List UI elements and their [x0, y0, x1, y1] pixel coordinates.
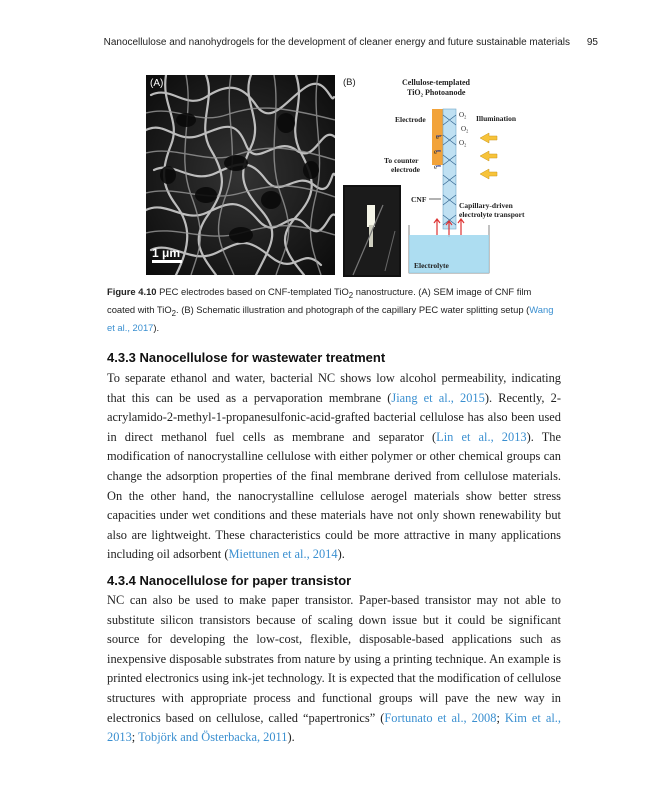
to-counter-line-1: To counter [384, 156, 419, 165]
cnf-label: CNF [411, 195, 427, 204]
illumination-label: Illumination [476, 114, 517, 123]
s2-ref-fortunato[interactable]: Fortunato et al., 2008 [384, 710, 497, 725]
figure-4-10 [146, 75, 526, 279]
electron-label-2: e⁻ [434, 148, 441, 156]
caption-ref-link[interactable]: Wang et al., 2017 [107, 303, 554, 333]
s2-sep-2: ; [131, 730, 139, 745]
section-4-3-4-paragraph [107, 591, 561, 748]
s1-ref-miettunen[interactable]: Miettunen et al., 2014 [228, 547, 338, 562]
s1-text-1: To separate ethanol and water, bacterial NC shows low alcohol permeability, indicating that this can be used as a pervaporation membrane ( [107, 371, 561, 405]
o2-label-3: O₂ [459, 139, 467, 147]
caption-label: Figure 4.10 [107, 286, 157, 297]
s2-ref-tobjork[interactable]: Tobjörk and Österbacka, 2011 [138, 730, 288, 745]
caption-end: ). [153, 321, 160, 333]
illumination-arrows [480, 133, 497, 179]
capillary-arrows [434, 219, 464, 237]
sem-image-panel [146, 75, 335, 275]
s1-ref-lin[interactable]: Lin et al., 2013 [436, 429, 527, 444]
title-line-2: TiO₂ Photoanode [407, 88, 466, 97]
schematic-panel [339, 75, 529, 279]
s1-text-2: ). Recently, 2-acrylamido-2-methyl-1-propanesulfonic-acid-grafted bacterial cellulose has also been used in direct methanol fuel cells as membrane and separator ( [107, 390, 561, 444]
panel-a-label: (A) [150, 78, 164, 89]
title-line-1: Cellulose-templated [402, 78, 470, 87]
electrolyte-label: Electrolyte [414, 261, 449, 270]
figure-caption [107, 285, 561, 335]
electron-label-1: e⁻ [436, 133, 443, 141]
caption-text-1: PEC electrodes based on CNF-templated TiO [156, 286, 349, 297]
s2-text-1: NC can also be used to make paper transistor. Paper-based transistor may not able to substitute silicon transistors because of scaling down issue but it could be significant source for developing the low-cost, flexible, disposable-based applications such as inexpensive disposable substrates from nature by using a printing technique. An example is printed electronics using ink-jet technology. It is expected that the modification of cellulose structures with appropriate process and functional groups will pave the new way in electronics based on cellulose, called “papertronics” ( [107, 593, 561, 725]
caption-sub: 2 [348, 290, 354, 300]
page-number: 95 [586, 37, 598, 48]
o2-label-1: O₂ [459, 111, 467, 119]
caption-text-3: . (B) Schematic illustration and photograph of the capillary PEC water splitting setup ( [175, 303, 530, 315]
electrode-label: Electrode [395, 115, 426, 124]
s1-text-3: ). The modification of nanocrystalline cellulose with either polymer or other chemical groups can change the adsorption properties of the final membrane derived from cellulose materials. On the other hand, the nanocrystalline cellulose aerogel materials show better stress capacities under wet conditions and these materials have not only shown renewability but also are lightweight. These characteristics could be more attractive in many applications including oil adsorbent ( [107, 429, 561, 562]
cnf-column [443, 109, 456, 229]
s2-ref-kim[interactable]: Kim et al., 2013 [107, 710, 562, 745]
sem-image [146, 75, 335, 275]
capillary-line-2: electrolyte transport [459, 210, 525, 219]
caption-sub-2: 2 [171, 308, 176, 318]
pec-schematic [339, 75, 529, 279]
s1-text-4: ). [337, 547, 345, 562]
caption-text-2: nanostructure. (A) SEM image of CNF film coated with TiO [107, 286, 532, 315]
scale-bar-label: 1 μm [152, 246, 181, 260]
section-heading-4-3-3: 4.3.3 Nanocellulose for wastewater treatment [107, 350, 386, 365]
running-title: Nanocellulose and nanohydrogels for the development of cleaner energy and future sustainable materials [103, 37, 570, 48]
scale-bar [152, 260, 182, 263]
s2-sep-1: ; [496, 710, 505, 725]
s2-text-2: ). [287, 730, 295, 745]
photo-inset [343, 185, 401, 277]
section-4-3-3-paragraph [107, 369, 561, 565]
to-counter-line-2: electrode [391, 165, 421, 174]
o2-label-2: O₂ [461, 125, 469, 133]
s1-ref-jiang[interactable]: Jiang et al., 2015 [391, 390, 485, 405]
electron-label-3: e⁻ [434, 163, 441, 171]
panel-b-label: (B) [343, 77, 356, 88]
page-header [0, 37, 648, 53]
section-heading-4-3-4: 4.3.4 Nanocellulose for paper transistor [107, 573, 352, 588]
capillary-line-1: Capillary-driven [459, 201, 513, 210]
